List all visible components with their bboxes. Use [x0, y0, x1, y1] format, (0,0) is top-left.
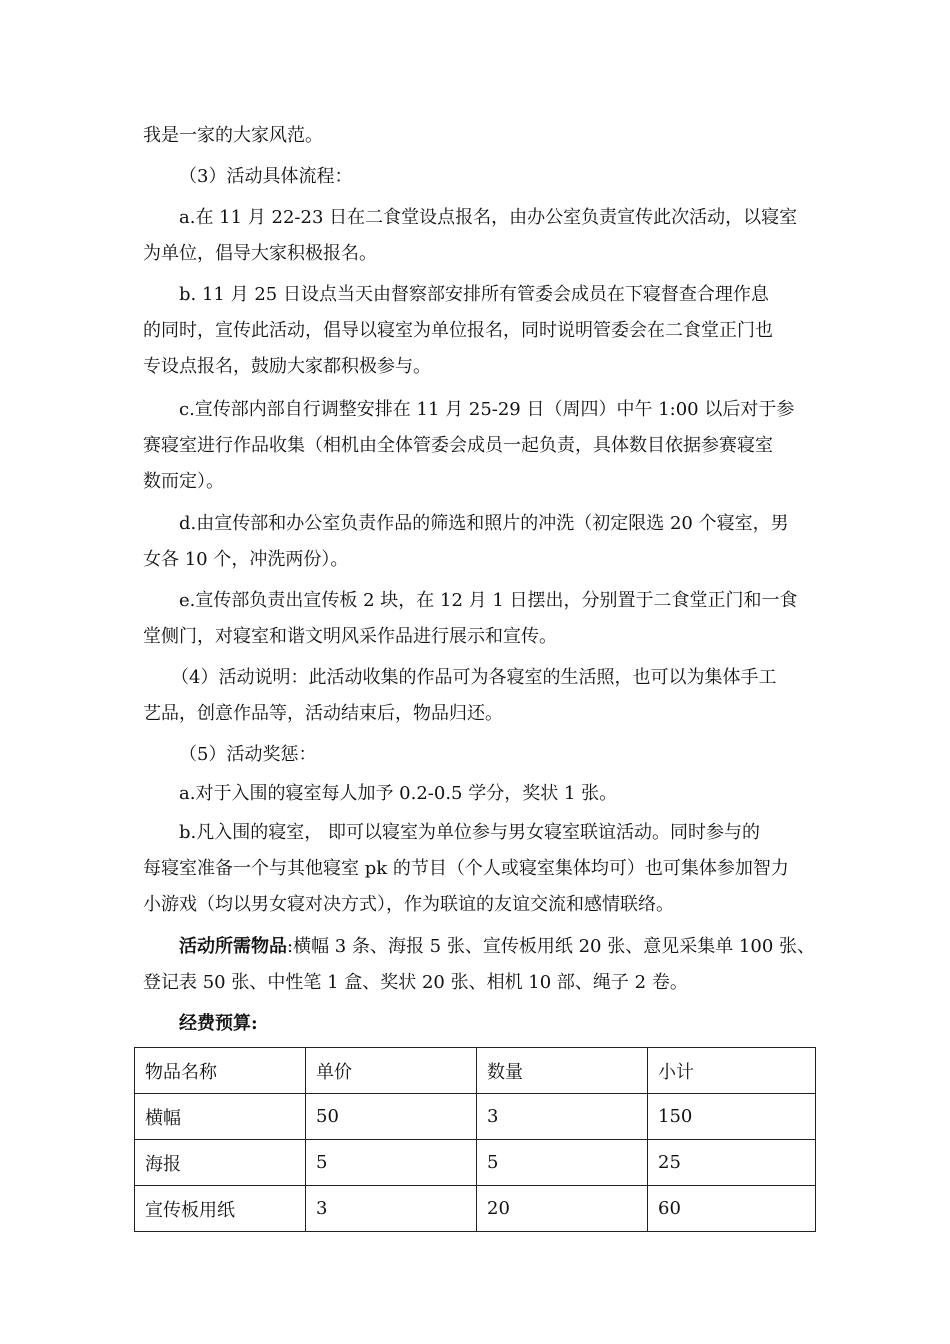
text-line: 女各 10 个，冲洗两份）。	[143, 549, 349, 570]
text-line: e.宣传部负责出宣传板 2 块，在 12 月 1 日摆出，分别置于二食堂正门和一食	[179, 590, 798, 611]
table-cell: 150	[648, 1094, 816, 1140]
table-cell: 50	[306, 1094, 477, 1140]
table-cell: 5	[306, 1140, 477, 1186]
text-line: b.凡入围的寝室， 即可以寝室为单位参与男女寝室联谊活动。同时参与的	[179, 822, 760, 843]
text-line: c.宣传部内部自行调整安排在 11 月 25-29 日（周四）中午 1:00 以后对于参	[179, 399, 795, 420]
table-header-cell: 单价	[306, 1048, 477, 1094]
materials-text: :横幅 3 条、海报 5 张、宣传板用纸 20 张、意见采集单 100 张、	[287, 936, 816, 957]
table-row	[135, 1186, 816, 1232]
text-line	[143, 929, 823, 965]
budget-title	[143, 1006, 823, 1042]
text-line: 的同时，宣传此活动，倡导以寝室为单位报名，同时说明管委会在二食堂正门也	[143, 320, 773, 341]
paragraph-step-b	[143, 277, 823, 385]
text-line: 每寝室准备一个与其他寝室 pk 的节目（个人或寝室集体均可）也可集体参加智力	[143, 858, 789, 879]
text-line: a.在 11 月 22-23 日在二食堂设点报名，由办公室负责宣传此次活动，以寝室	[179, 207, 798, 228]
table-header-cell: 小计	[648, 1048, 816, 1094]
table-row	[135, 1094, 816, 1140]
heading-rewards	[143, 737, 823, 773]
paragraph-intro-end	[143, 118, 823, 154]
table-cell: 60	[648, 1186, 816, 1232]
table-cell: 25	[648, 1140, 816, 1186]
text-line: （4）活动说明：此活动收集的作品可为各寝室的生活照，也可以为集体手工	[171, 667, 777, 688]
table-cell: 横幅	[135, 1094, 306, 1140]
text-line: b. 11 月 25 日设点当天由督察部安排所有管委会成员在下寝督查合理作息	[179, 284, 769, 305]
paragraph-reward-a	[143, 776, 823, 812]
text-line: 经费预算:	[179, 1013, 258, 1034]
paragraph-step-e	[143, 583, 823, 655]
table-header-cell: 物品名称	[135, 1048, 306, 1094]
paragraph-materials	[143, 929, 823, 1001]
table-header-cell: 数量	[477, 1048, 648, 1094]
text-line: 堂侧门，对寝室和谐文明风采作品进行展示和宣传。	[143, 626, 557, 647]
paragraph-step-d	[143, 506, 823, 578]
table-cell: 20	[477, 1186, 648, 1232]
table-cell: 海报	[135, 1140, 306, 1186]
paragraph-reward-b	[143, 815, 823, 923]
materials-label: 活动所需物品	[179, 936, 287, 957]
text-line: 艺品，创意作品等，活动结束后，物品归还。	[143, 703, 503, 724]
text-line: 登记表 50 张、中性笔 1 盒、奖状 20 张、相机 10 部、绳子 2 卷。	[143, 972, 688, 993]
text-line: （5）活动奖惩：	[179, 744, 317, 765]
text-line: 数而定）。	[143, 471, 224, 492]
heading-process	[143, 159, 823, 195]
text-line: （3）活动具体流程：	[179, 166, 353, 187]
table-cell: 5	[477, 1140, 648, 1186]
budget-table	[134, 1047, 816, 1232]
paragraph-step-a	[143, 200, 823, 272]
table-cell: 3	[306, 1186, 477, 1232]
paragraph-step-c	[143, 392, 823, 500]
text-line: 我是一家的大家风范。	[143, 125, 323, 146]
table-cell: 3	[477, 1094, 648, 1140]
text-line: 小游戏（均以男女寝对决方式），作为联谊的友谊交流和感情联络。	[143, 894, 674, 915]
text-line: a.对于入围的寝室每人加予 0.2-0.5 学分，奖状 1 张。	[179, 783, 618, 804]
text-line: 专设点报名，鼓励大家都积极参与。	[143, 356, 431, 377]
table-header-row	[135, 1048, 816, 1094]
table-cell: 宣传板用纸	[135, 1186, 306, 1232]
text-line: d.由宣传部和办公室负责作品的筛选和照片的冲洗（初定限选 20 个寝室，男	[179, 513, 789, 534]
text-line: 赛寝室进行作品收集（相机由全体管委会成员一起负责，具体数目依据参赛寝室	[143, 435, 773, 456]
text-line: 为单位，倡导大家积极报名。	[143, 243, 377, 264]
paragraph-description	[143, 660, 823, 732]
table-row	[135, 1140, 816, 1186]
